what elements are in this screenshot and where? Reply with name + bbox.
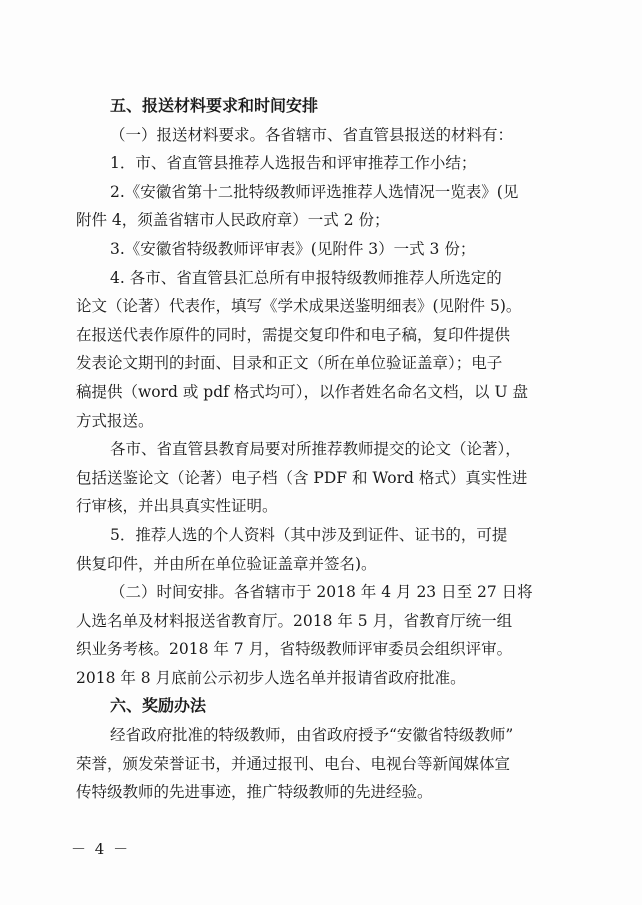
text-line: 各市、省直管县教育局要对所推荐教师提交的论文（论著）， <box>110 440 521 459</box>
text-line: 3.《安徽省特级教师评审表》(见附件 3）一式 3 份； <box>110 239 476 258</box>
text-line: 经省政府批准的特级教师，由省政府授予“安徽省特级教师” <box>110 726 514 745</box>
text-line: 4. 各市、省直管县汇总所有申报特级教师推荐人所选定的 <box>110 268 502 287</box>
text-line: 2018 年 8 月底前公示初步人选名单并报请省政府批准。 <box>76 668 466 687</box>
text-line: 5．推荐人选的个人资料（其中涉及到证件、证书的，可提 <box>110 525 508 544</box>
section-heading: 五、报送材料要求和时间安排 <box>110 96 319 115</box>
text-line: 方式报送。 <box>76 411 154 430</box>
text-line: 织业务考核。2018 年 7 月，省特级教师评审委员会组织评审。 <box>76 640 513 659</box>
text-line: 人选名单及材料报送省教育厅。2018 年 5 月，省教育厅统一组 <box>76 611 513 630</box>
section-heading: 六、奖励办法 <box>110 696 207 716</box>
text-line: 1．市、省直管县推荐人选报告和评审推荐工作小结； <box>110 154 477 173</box>
text-line: 行审核，并出具真实性证明。 <box>76 497 278 516</box>
text-line: 传特级教师的先进事迹，推广特级教师的先进经验。 <box>76 783 433 802</box>
document-body <box>76 92 576 807</box>
page-number: － 4 － <box>71 840 131 858</box>
text-line: 在报送代表作原件的同时，需提交复印件和电子稿，复印件提供 <box>76 325 511 344</box>
text-line: 包括送鉴论文（论著）电子档（含 PDF 和 Word 格式）真实性进 <box>76 468 528 487</box>
text-line: （一）报送材料要求。各省辖市、省直管县报送的材料有： <box>110 125 514 144</box>
text-line: 论文（论著）代表作，填写《学术成果送鉴明细表》(见附件 5)。 <box>76 297 522 316</box>
text-line: （二）时间安排。各省辖市于 2018 年 4 月 23 日至 27 日将 <box>110 583 533 602</box>
text-line: 2.《安徽省第十二批特级教师评选推荐人选情况一览表》(见 <box>110 182 519 201</box>
text-line: 附件 4，须盖省辖市人民政府章）一式 2 份； <box>76 211 390 230</box>
text-line: 稿提供（word 或 pdf 格式均可），以作者姓名命名文档，以 U 盘 <box>76 382 528 401</box>
text-line: 供复印件，并由所在单位验证盖章并签名)。 <box>76 554 377 573</box>
text-line: 发表论文期刊的封面、目录和正文（所在单位验证盖章）；电子 <box>76 354 503 373</box>
text-line: 荣誉，颁发荣誉证书，并通过报刊、电台、电视台等新闻媒体宣 <box>76 754 511 773</box>
